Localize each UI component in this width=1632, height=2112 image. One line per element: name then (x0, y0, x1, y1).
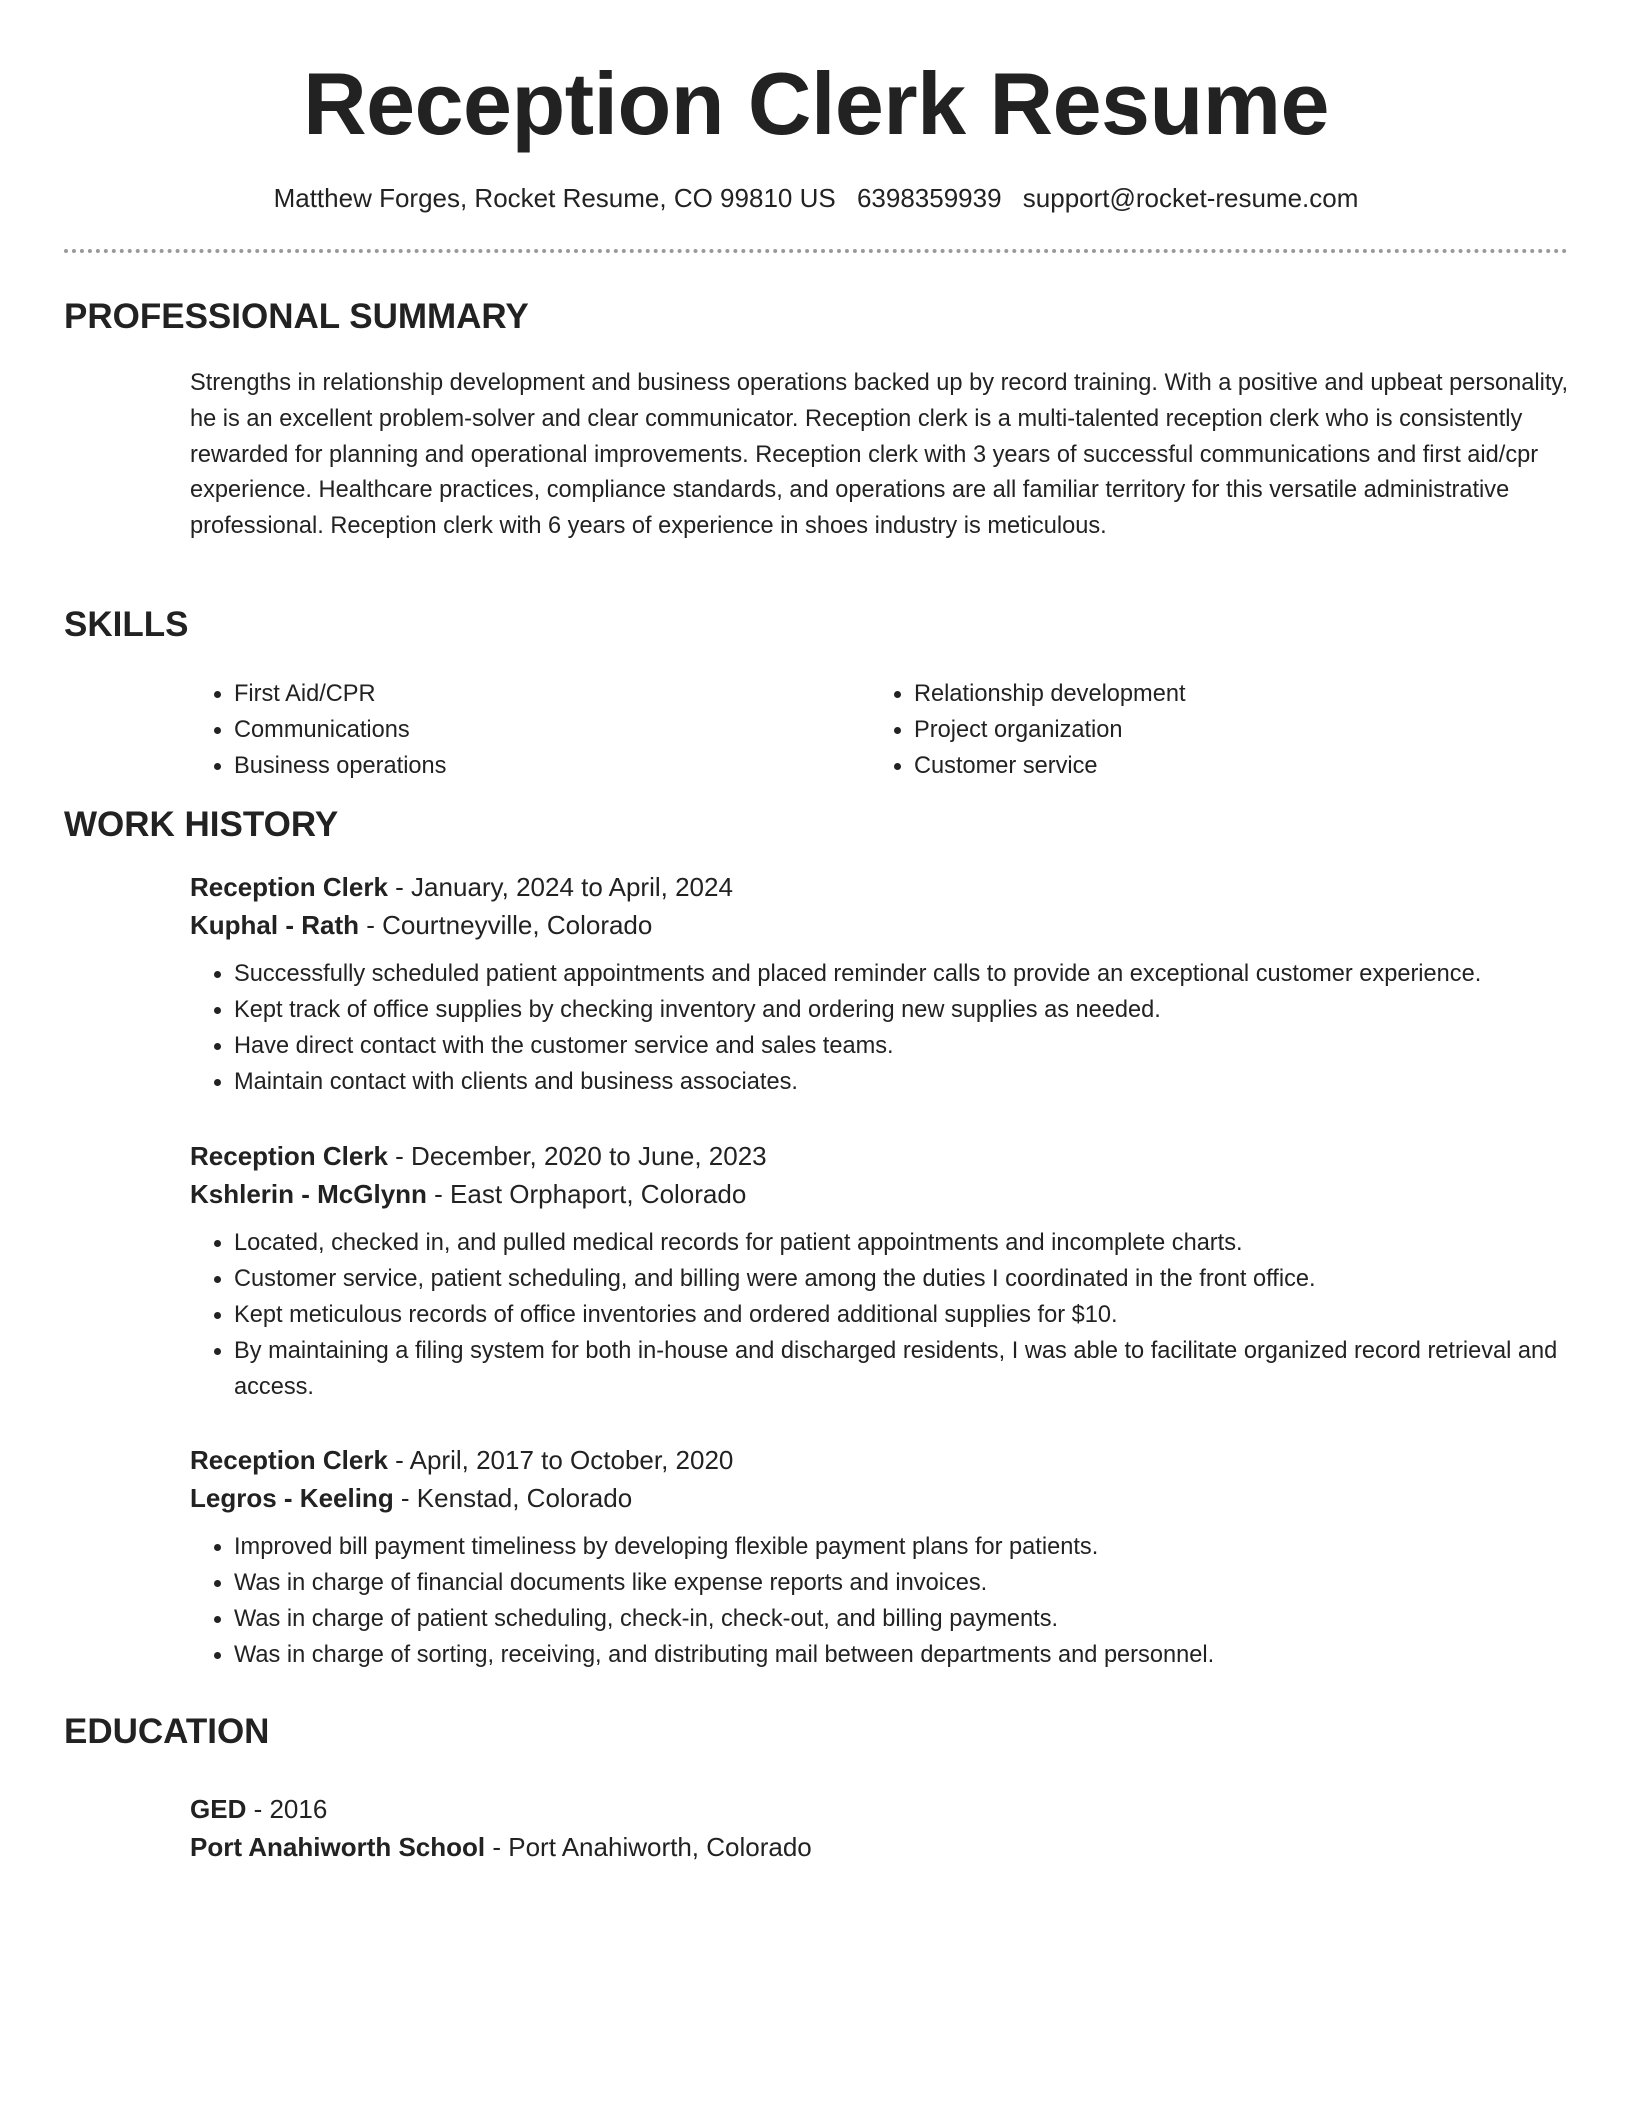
skill-item: • Customer service (914, 748, 1510, 784)
contact-address: Matthew Forges, Rocket Resume, CO 99810 US (273, 183, 836, 213)
skill-item: • Business operations (234, 748, 830, 784)
job-title-line (190, 1441, 1580, 1479)
job-title: Reception Clerk (190, 1445, 388, 1475)
contact-phone: 6398359939 (856, 183, 1002, 213)
skill-item: • Relationship development (914, 676, 1510, 712)
job-entry-1 (190, 868, 1580, 1100)
job-duties (190, 1529, 1580, 1673)
job-location: - Courtneyville, Colorado (359, 910, 653, 940)
job-company: Legros - Keeling (190, 1483, 394, 1513)
job-title: Reception Clerk (190, 1141, 388, 1171)
job-duty: • Was in charge of sorting, receiving, and distributing mail between departments and personnel. (234, 1637, 1580, 1673)
work-history-heading: WORK HISTORY (64, 805, 339, 844)
job-duties (190, 956, 1580, 1100)
resume-title: Reception Clerk Resume (303, 54, 1329, 153)
summary-text: Strengths in relationship development and business operations backed up by record training. With a positive and upbeat personality, he is an excellent problem-solver and clear communicator. Reception clerk is a multi-talented reception clerk who is consistently rewarded for planning and operational improvements. Reception clerk with 3 years of successful communications and first aid/cpr experience. Healthcare practices, compliance standards, and operations are all familiar territory for this versatile administrative professional. Reception clerk with 6 years of experience in shoes industry is meticulous. (190, 370, 1569, 540)
job-title-line (190, 868, 1580, 906)
job-title-line (190, 1137, 1580, 1175)
job-duty: • Kept meticulous records of office inventories and ordered additional supplies for $10. (234, 1297, 1580, 1333)
job-duty: • Customer service, patient scheduling, and billing were among the duties I coordinated in the front office. (234, 1261, 1580, 1297)
job-duty: • Located, checked in, and pulled medical records for patient appointments and incomplete charts. (234, 1225, 1580, 1261)
job-dates: - April, 2017 to October, 2020 (387, 1445, 734, 1475)
job-duty: • Improved bill payment timeliness by developing flexible payment plans for patients. (234, 1529, 1580, 1565)
skills-heading: SKILLS (64, 605, 189, 644)
degree: GED (190, 1794, 247, 1824)
degree-line (190, 1790, 1580, 1828)
degree-year: - 2016 (246, 1794, 328, 1824)
job-dates: - January, 2024 to April, 2024 (387, 872, 733, 902)
school-name: Port Anahiworth School (190, 1832, 486, 1862)
job-title: Reception Clerk (190, 872, 388, 902)
job-location: - Kenstad, Colorado (393, 1483, 633, 1513)
skills-column-left (190, 676, 830, 784)
school-location: - Port Anahiworth, Colorado (485, 1832, 812, 1862)
job-duty: • Was in charge of patient scheduling, check-in, check-out, and billing payments. (234, 1601, 1580, 1637)
job-entry-3 (190, 1441, 1580, 1673)
school-line (190, 1828, 1580, 1866)
skills-column-right (870, 676, 1510, 784)
job-company-line (190, 906, 1580, 944)
job-duty: • Have direct contact with the customer service and sales teams. (234, 1028, 1580, 1064)
education-heading: EDUCATION (64, 1712, 270, 1751)
job-location: - East Orphaport, Colorado (426, 1179, 747, 1209)
job-duty: • Was in charge of financial documents like expense reports and invoices. (234, 1565, 1580, 1601)
skill-item: • First Aid/CPR (234, 676, 830, 712)
job-entry-2 (190, 1137, 1580, 1405)
job-dates: - December, 2020 to June, 2023 (387, 1141, 767, 1171)
job-duty: • Successfully scheduled patient appointments and placed reminder calls to provide an exceptional customer experience. (234, 956, 1580, 992)
skill-item: • Communications (234, 712, 830, 748)
header-divider (64, 249, 1568, 253)
job-company: Kuphal - Rath (190, 910, 359, 940)
job-company: Kshlerin - McGlynn (190, 1179, 427, 1209)
contact-line (0, 180, 1632, 216)
job-duty: • Maintain contact with clients and business associates. (234, 1064, 1580, 1100)
job-duty: • By maintaining a filing system for both in-house and discharged residents, I was able to facilitate organized record retrieval and access. (234, 1333, 1580, 1405)
education-entry (190, 1790, 1580, 1866)
job-company-line (190, 1175, 1580, 1213)
contact-email: support@rocket-resume.com (1022, 183, 1359, 213)
job-duties (190, 1225, 1580, 1405)
job-duty: • Kept track of office supplies by checking inventory and ordering new supplies as needed. (234, 992, 1580, 1028)
summary-heading: PROFESSIONAL SUMMARY (64, 297, 529, 336)
job-company-line (190, 1479, 1580, 1517)
skill-item: • Project organization (914, 712, 1510, 748)
